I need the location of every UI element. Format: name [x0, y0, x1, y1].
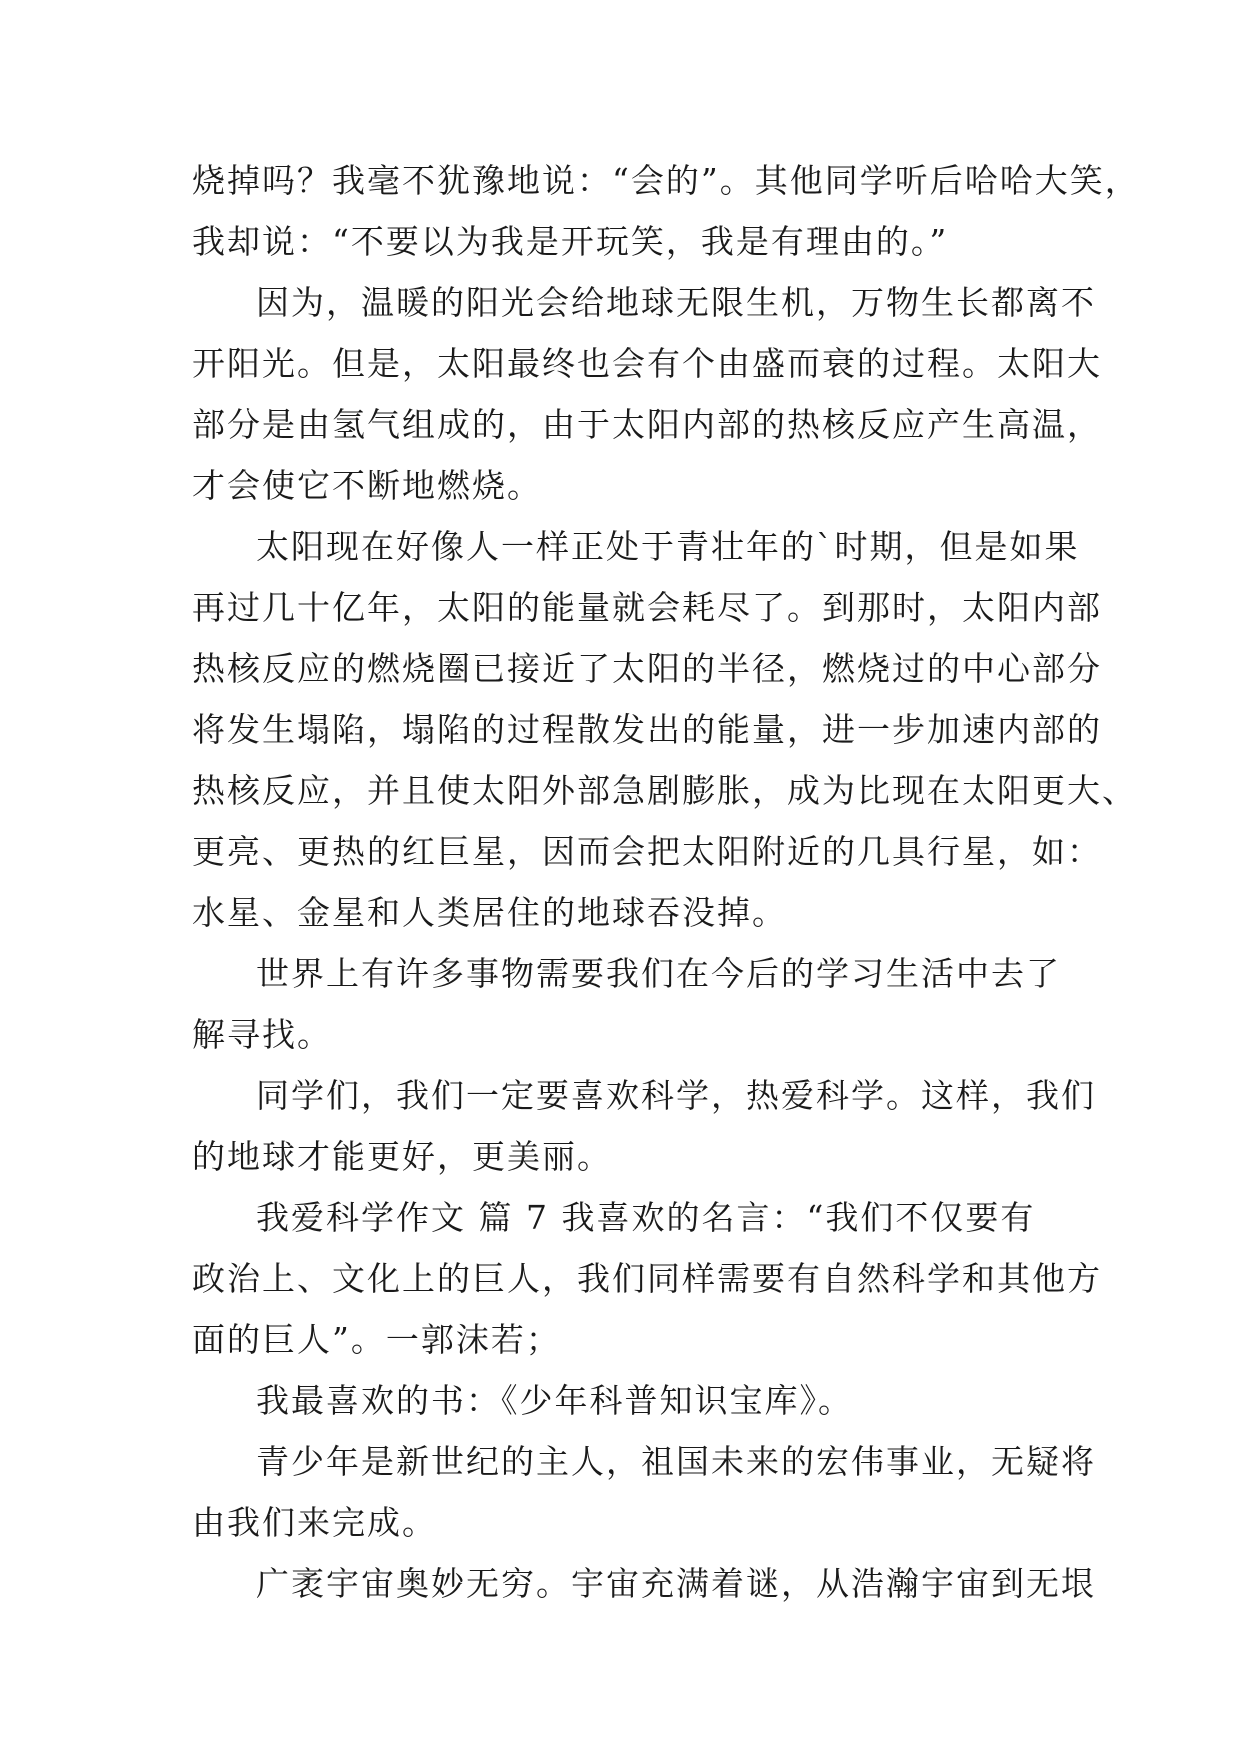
- text-line: 广袤宇宙奥妙无穷。宇宙充满着谜，从浩瀚宇宙到无垠: [256, 1564, 1096, 1603]
- text-line: 开阳光。但是，太阳最终也会有个由盛而衰的过程。太阳大: [192, 344, 1102, 383]
- text-line: 太阳现在好像人一样正处于青壮年的`时期，但是如果: [256, 527, 1080, 566]
- text-line: 再过几十亿年，太阳的能量就会耗尽了。到那时，太阳内部: [192, 588, 1102, 627]
- text-line: 由我们来完成。: [192, 1503, 437, 1542]
- text-line: 热核反应的燃烧圈已接近了太阳的半径，燃烧过的中心部分: [192, 649, 1102, 688]
- text-line: 水星、金星和人类居住的地球吞没掉。: [192, 893, 787, 932]
- text-line: 将发生塌陷，塌陷的过程散发出的能量，进一步加速内部的: [192, 710, 1102, 749]
- text-line: 我却说：“不要以为我是开玩笑，我是有理由的。”: [192, 222, 949, 261]
- text-line: 我爱科学作文 篇 7 我喜欢的名言：“我们不仅要有: [256, 1198, 1036, 1237]
- document-body: [192, 150, 1140, 1614]
- text-line: 我最喜欢的书：《少年科普知识宝库》。: [256, 1381, 853, 1420]
- text-line: 烧掉吗？我毫不犹豫地说：“会的”。其他同学听后哈哈大笑，: [192, 161, 1140, 200]
- text-line: 的地球才能更好，更美丽。: [192, 1137, 612, 1176]
- text-line: 世界上有许多事物需要我们在今后的学习生活中去了: [256, 954, 1061, 993]
- text-line: 才会使它不断地燃烧。: [192, 466, 542, 505]
- text-line: 部分是由氢气组成的，由于太阳内部的热核反应产生高温，: [192, 405, 1102, 444]
- text-line: 解寻找。: [192, 1015, 332, 1054]
- text-line: 热核反应，并且使太阳外部急剧膨胀，成为比现在太阳更大、: [192, 771, 1137, 810]
- text-line: 同学们，我们一定要喜欢科学，热爱科学。这样，我们: [256, 1076, 1096, 1115]
- text-line: 政治上、文化上的巨人，我们同样需要有自然科学和其他方: [192, 1259, 1102, 1298]
- text-line: 因为，温暖的阳光会给地球无限生机，万物生长都离不: [256, 283, 1096, 322]
- text-line: 青少年是新世纪的主人，祖国未来的宏伟事业，无疑将: [256, 1442, 1096, 1481]
- text-line: 更亮、更热的红巨星，因而会把太阳附近的几具行星，如：: [192, 832, 1102, 871]
- text-line: 面的巨人”。一郭沫若；: [192, 1320, 561, 1359]
